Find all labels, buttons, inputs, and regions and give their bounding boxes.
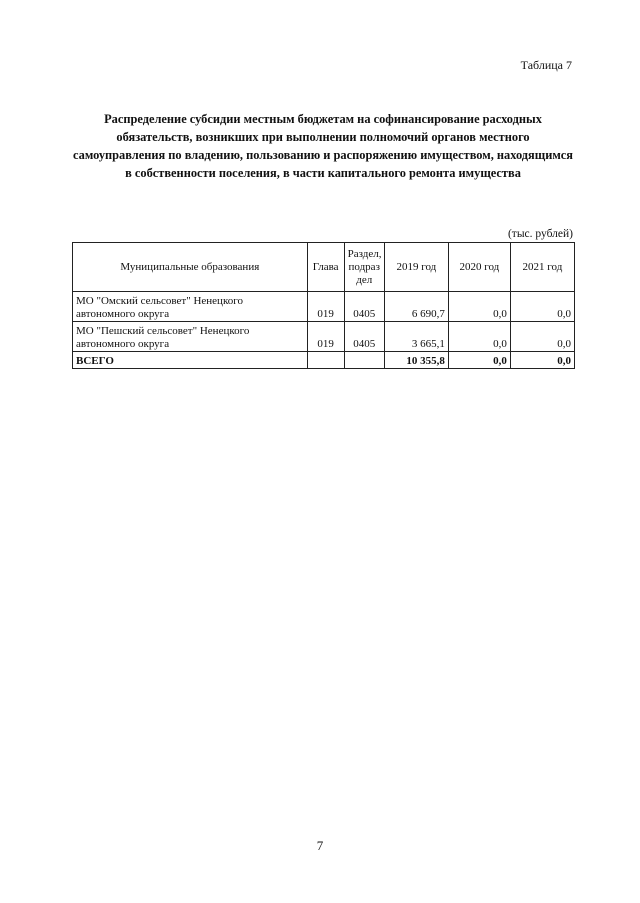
cell-municipality: МО "Омский сельсовет" Ненецкого автономного округа <box>73 292 308 322</box>
header-chapter: Глава <box>307 243 344 292</box>
cell-chapter: 019 <box>307 292 344 322</box>
cell-2020: 0,0 <box>448 322 510 352</box>
cell-chapter: 019 <box>307 322 344 352</box>
cell-2019: 3 665,1 <box>384 322 448 352</box>
total-chapter <box>307 352 344 369</box>
units-label: (тыс. рублей) <box>507 228 573 240</box>
total-section <box>344 352 384 369</box>
header-2021: 2021 год <box>510 243 574 292</box>
subsidy-table <box>72 242 575 369</box>
table-row <box>73 292 575 322</box>
total-label: ВСЕГО <box>73 352 308 369</box>
cell-2021: 0,0 <box>510 322 574 352</box>
table-number: Таблица 7 <box>520 58 572 72</box>
table-row <box>73 322 575 352</box>
header-2019: 2019 год <box>384 243 448 292</box>
header-section: Раздел, подраз дел <box>344 243 384 292</box>
cell-section: 0405 <box>344 292 384 322</box>
page-number: 7 <box>316 838 324 853</box>
total-row <box>73 352 575 369</box>
cell-2019: 6 690,7 <box>384 292 448 322</box>
total-2020: 0,0 <box>448 352 510 369</box>
cell-2020: 0,0 <box>448 292 510 322</box>
cell-municipality: МО "Пешский сельсовет" Ненецкого автономного округа <box>73 322 308 352</box>
header-2020: 2020 год <box>448 243 510 292</box>
document-title: Распределение субсидии местным бюджетам на софинансирование расходных обязательств, возникших при выполнении полномочий органов местного самоуправления по владению, пользованию и распоряжению имуществом, находящимся в собственности поселения, в части капитального ремонта имущества <box>72 112 574 180</box>
header-municipality: Муниципальные образования <box>73 243 308 292</box>
total-2021: 0,0 <box>510 352 574 369</box>
cell-section: 0405 <box>344 322 384 352</box>
total-2019: 10 355,8 <box>384 352 448 369</box>
cell-2021: 0,0 <box>510 292 574 322</box>
table-header-row <box>73 243 575 292</box>
